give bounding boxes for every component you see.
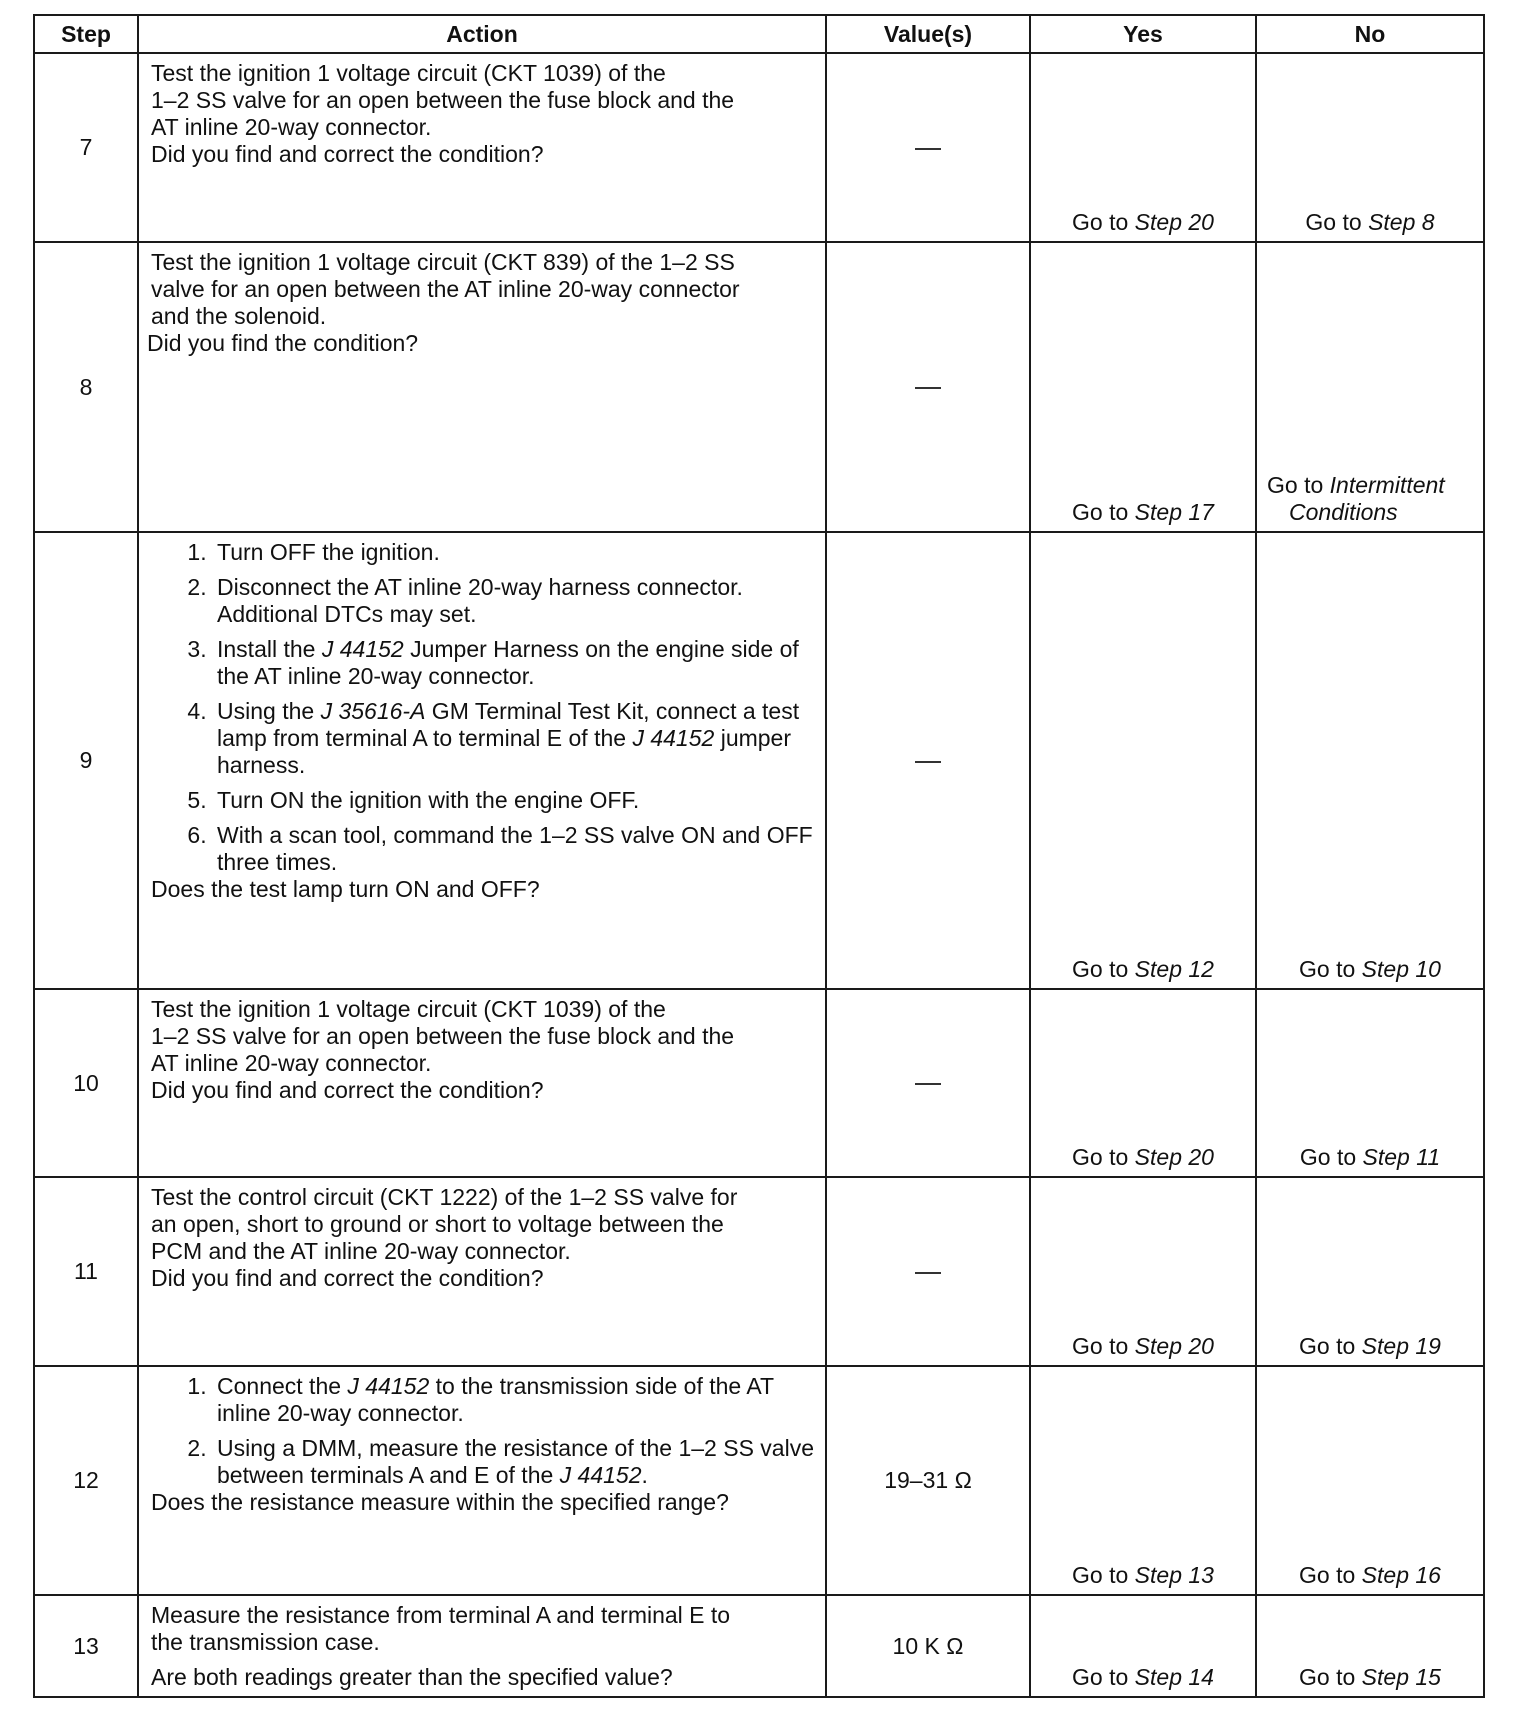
action-question: Did you find the condition? (147, 330, 419, 356)
list-item: 2. Disconnect the AT inline 20-way harness connector. Additional DTCs may set. (213, 574, 815, 628)
yes-link[interactable]: Step 20 (1134, 1144, 1214, 1170)
table-row-step-12 (34, 1366, 1484, 1595)
list-item: 4. Using the J 35616-A GM Terminal Test Kit, connect a test lamp from terminal A to terminal E of the J 44152 jumper harness. (213, 698, 815, 779)
no-cell: Go to Step 15 (1256, 1595, 1484, 1697)
yes-cell: Go to Step 20 (1030, 1177, 1256, 1366)
yes-link[interactable]: Step 13 (1134, 1562, 1214, 1588)
step-number: 7 (34, 53, 138, 242)
yes-cell: Go to Step 13 (1030, 1366, 1256, 1595)
em-dash (915, 1083, 941, 1085)
value-cell: 10 K Ω (826, 1595, 1030, 1697)
yes-cell: Go to Step 14 (1030, 1595, 1256, 1697)
no-cell: Go to Step 10 (1256, 532, 1484, 989)
action-question: Did you find and correct the condition? (151, 141, 544, 167)
yes-link[interactable]: Step 17 (1134, 499, 1214, 525)
action-cell (138, 53, 826, 242)
action-cell (138, 1366, 826, 1595)
action-list (151, 539, 815, 876)
yes-link[interactable]: Step 20 (1134, 1333, 1214, 1359)
step-number: 9 (34, 532, 138, 989)
yes-cell: Go to Step 20 (1030, 989, 1256, 1177)
header-yes: Yes (1030, 15, 1256, 53)
no-cell: Go to Step 19 (1256, 1177, 1484, 1366)
yes-cell: Go to Step 20 (1030, 53, 1256, 242)
step-number: 8 (34, 242, 138, 532)
list-item: 2. Using a DMM, measure the resistance of the 1–2 SS valve between terminals A and E of the J 44152. (213, 1435, 815, 1489)
no-link[interactable]: Step 11 (1362, 1144, 1441, 1170)
step-number: 12 (34, 1366, 138, 1595)
list-item: 5. Turn ON the ignition with the engine OFF. (213, 787, 815, 814)
action-cell (138, 1177, 826, 1366)
value-cell (826, 53, 1030, 242)
list-item: 1. Turn OFF the ignition. (213, 539, 815, 566)
action-list (151, 1373, 815, 1489)
no-link[interactable]: Step 15 (1361, 1664, 1441, 1690)
diagnostic-table (33, 14, 1485, 1698)
list-item: 1. Connect the J 44152 to the transmission side of the AT inline 20-way connector. (213, 1373, 815, 1427)
step-number: 11 (34, 1177, 138, 1366)
action-text: Measure the resistance from terminal A and terminal E to the transmission case. (151, 1602, 731, 1655)
table-row-step-7 (34, 53, 1484, 242)
action-text: Test the ignition 1 voltage circuit (CKT 1039) of the 1–2 SS valve for an open between the fuse block and the AT inline 20-way connector. (151, 996, 735, 1076)
no-link[interactable]: Step 10 (1361, 956, 1441, 982)
no-link-line2[interactable]: Conditions (1289, 499, 1398, 525)
yes-link[interactable]: Step 14 (1134, 1664, 1214, 1690)
action-question: Does the test lamp turn ON and OFF? (151, 876, 540, 902)
list-item: 6. With a scan tool, command the 1–2 SS valve ON and OFF three times. (213, 822, 815, 876)
action-cell (138, 532, 826, 989)
action-cell (138, 989, 826, 1177)
table-header-row (34, 15, 1484, 53)
no-cell: Go to Step 16 (1256, 1366, 1484, 1595)
table-row-step-8 (34, 242, 1484, 532)
value-cell (826, 532, 1030, 989)
em-dash (915, 148, 941, 150)
yes-link[interactable]: Step 12 (1134, 956, 1214, 982)
em-dash (915, 387, 941, 389)
diagnostic-table-sheet (33, 14, 1483, 1698)
list-item: 3. Install the J 44152 Jumper Harness on the engine side of the AT inline 20-way connector. (213, 636, 815, 690)
yes-cell: Go to Step 12 (1030, 532, 1256, 989)
action-text: Test the ignition 1 voltage circuit (CKT 839) of the 1–2 SS valve for an open between the AT inline 20-way connector and the solenoid. (151, 249, 740, 329)
step-number: 13 (34, 1595, 138, 1697)
em-dash (915, 761, 941, 763)
action-cell (138, 1595, 826, 1697)
em-dash (915, 1272, 941, 1274)
yes-link[interactable]: Step 20 (1134, 209, 1214, 235)
action-question: Does the resistance measure within the specified range? (151, 1489, 729, 1515)
table-row-step-13 (34, 1595, 1484, 1697)
table-row-step-10 (34, 989, 1484, 1177)
no-cell: Go to Step 11 (1256, 989, 1484, 1177)
action-question: Did you find and correct the condition? (151, 1265, 544, 1291)
value-cell (826, 242, 1030, 532)
header-step: Step (34, 15, 138, 53)
step-number: 10 (34, 989, 138, 1177)
yes-cell: Go to Step 17 (1030, 242, 1256, 532)
table-row-step-9 (34, 532, 1484, 989)
no-link[interactable]: Step 16 (1361, 1562, 1441, 1588)
no-cell: Go to Intermittent Conditions (1256, 242, 1484, 532)
action-text: Test the control circuit (CKT 1222) of the 1–2 SS valve for an open, short to ground or short to voltage between the PCM and the AT inline 20-way connector. (151, 1184, 738, 1264)
table-row-step-11 (34, 1177, 1484, 1366)
no-link[interactable]: Step 8 (1368, 209, 1435, 235)
header-no: No (1256, 15, 1484, 53)
action-question: Are both readings greater than the specified value? (151, 1664, 673, 1690)
action-text: Test the ignition 1 voltage circuit (CKT 1039) of the 1–2 SS valve for an open between the fuse block and the AT inline 20-way connector. (151, 60, 735, 140)
header-values: Value(s) (826, 15, 1030, 53)
header-action: Action (138, 15, 826, 53)
value-cell (826, 989, 1030, 1177)
value-cell (826, 1177, 1030, 1366)
value-cell: 19–31 Ω (826, 1366, 1030, 1595)
action-cell (138, 242, 826, 532)
action-question: Did you find and correct the condition? (151, 1077, 544, 1103)
no-link[interactable]: Step 19 (1361, 1333, 1441, 1359)
no-cell: Go to Step 8 (1256, 53, 1484, 242)
no-link[interactable]: Intermittent (1329, 472, 1445, 498)
